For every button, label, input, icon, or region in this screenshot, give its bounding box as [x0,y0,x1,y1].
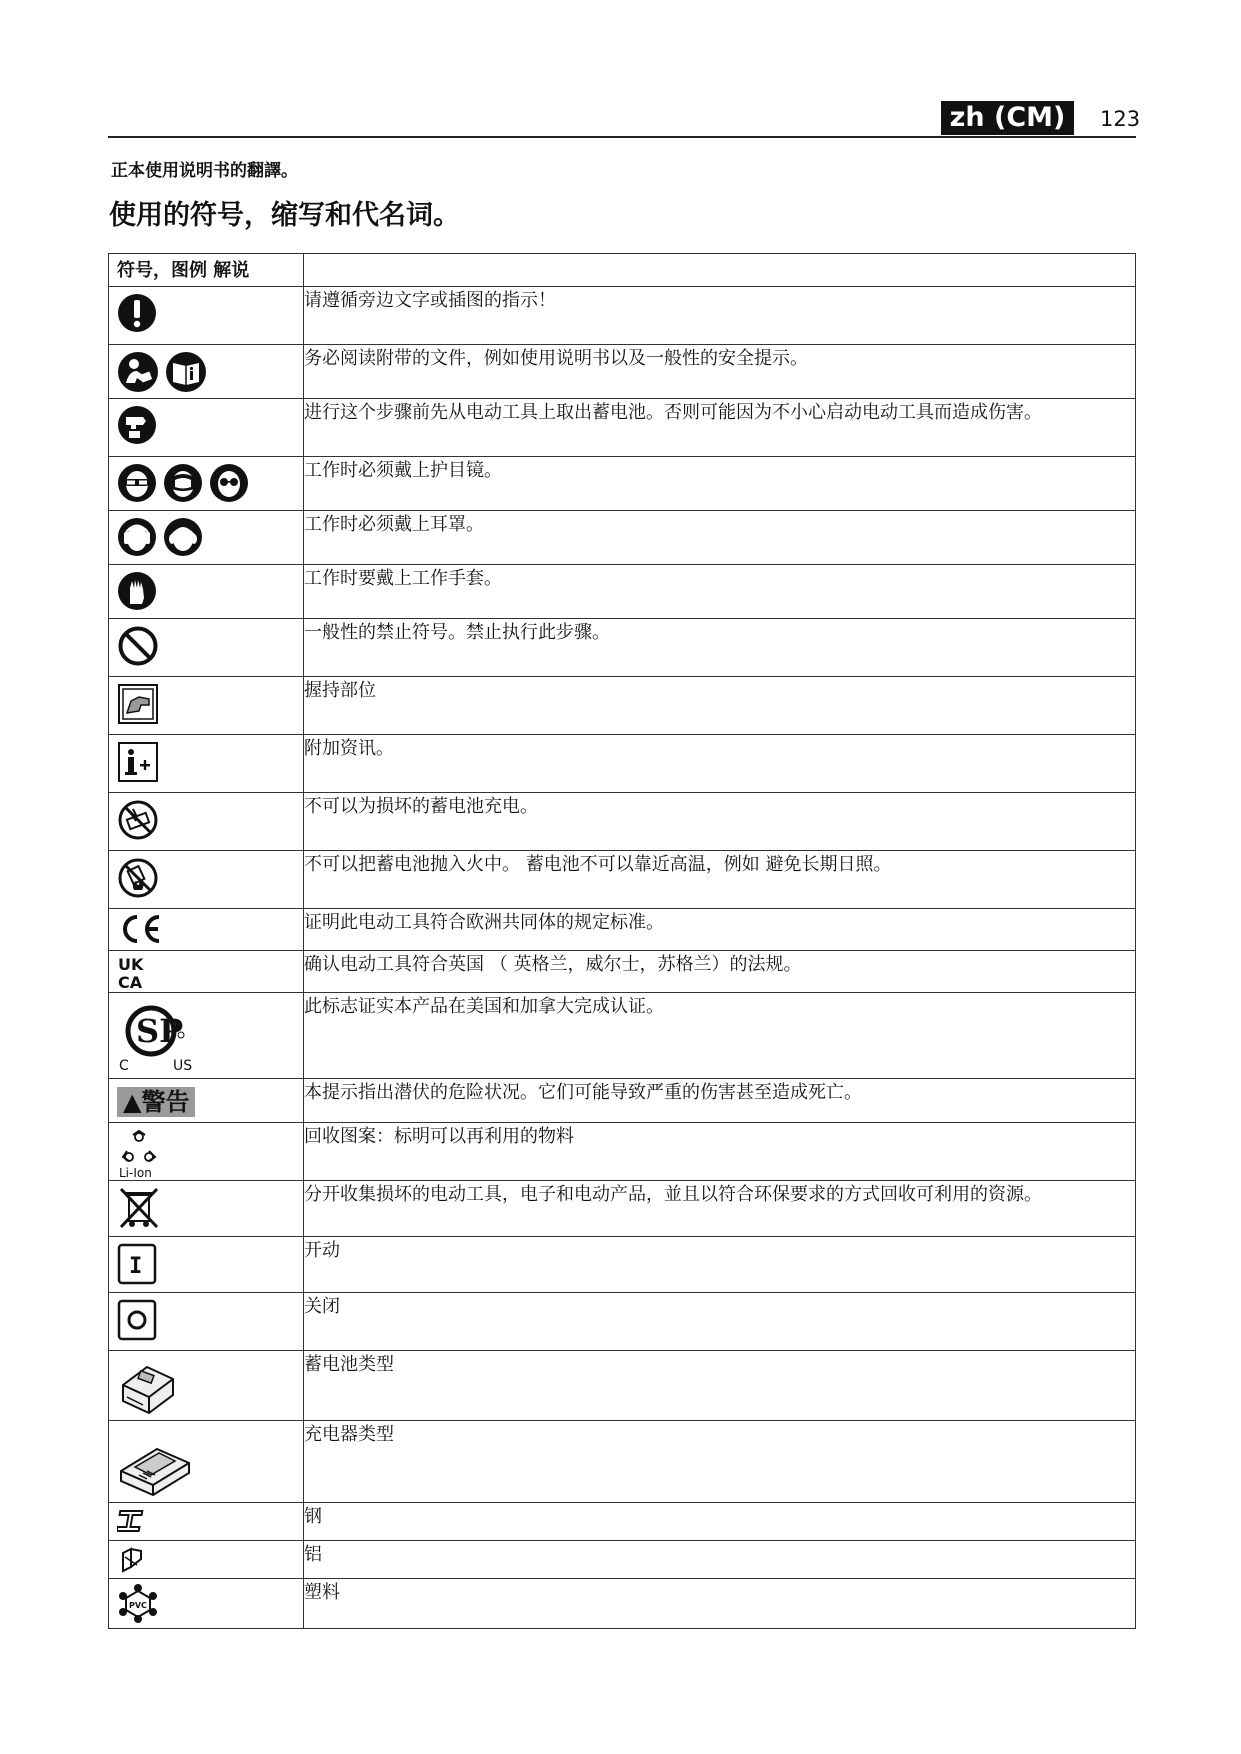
power-off-icon [117,1299,157,1341]
remove-battery-icon [117,405,157,445]
power-on-icon [117,1243,157,1285]
table-row [109,1579,1136,1629]
plastic-pvc-icon [117,1583,159,1623]
row-text: 附加资讯。 [304,735,1136,793]
grip-area-icon [117,683,159,725]
glasses-icon [209,463,249,503]
row-text: 蓄电池类型 [304,1351,1136,1421]
read-manual-icon [117,351,159,393]
warning-label-icon: ▲警告 [117,1087,195,1117]
table-row [109,287,1136,345]
table-row [109,851,1136,909]
csa-mark-icon [117,997,203,1073]
svg-text:US: US [173,1058,193,1073]
table-row [109,511,1136,565]
row-text: 工作时必须戴上护目镜。 [304,457,1136,511]
table-col-header-empty [304,254,1136,287]
table-header-row [109,254,1136,287]
svg-text:Li-Ion: Li-Ion [119,1166,152,1179]
table-row [109,345,1136,399]
table-row [109,1421,1136,1503]
table-row [109,735,1136,793]
table-row [109,677,1136,735]
aluminium-icon [117,1545,147,1573]
row-text: 开动 [304,1237,1136,1293]
table-row [109,1293,1136,1351]
row-text: 工作时要戴上工作手套。 [304,565,1136,619]
gloves-icon [117,571,157,611]
table-row [109,399,1136,457]
table-row [109,565,1136,619]
goggles-icon [117,463,157,503]
row-text: 回收图案：标明可以再利用的物料 [304,1123,1136,1181]
table-row [109,993,1136,1079]
ear-protection-icon [117,517,157,557]
row-text: 不可以为损坏的蓄电池充电。 [304,793,1136,851]
row-text: 铝 [304,1541,1136,1579]
ear-muffs-icon [163,517,203,557]
no-fire-icon [117,857,159,899]
row-text: 充电器类型 [304,1421,1136,1503]
row-text: 握持部位 [304,677,1136,735]
svg-text:UK: UK [118,955,144,974]
row-text: 一般性的禁止符号。禁止执行此步骤。 [304,619,1136,677]
table-row [109,619,1136,677]
table-row [109,909,1136,951]
page-title: 使用的符号，缩写和代名词。 [109,200,460,231]
svg-text:SP: SP [136,1012,184,1050]
table-row [109,1541,1136,1579]
row-text: 此标志证实本产品在美国和加拿大完成认证。 [304,993,1136,1079]
row-text: 分开收集损坏的电动工具，电子和电动产品，並且以符合环保要求的方式回收可利用的资源。 [304,1181,1136,1237]
table-row [109,951,1136,993]
row-text: 证明此电动工具符合欧洲共同体的规定标准。 [304,909,1136,951]
no-charge-damaged-icon [117,799,159,841]
language-badge: zh (CM) [941,101,1074,135]
steel-icon [117,1507,147,1535]
additional-info-icon [117,741,159,783]
row-text: 请遵循旁边文字或插图的指示！ [304,287,1136,345]
row-text: 务必阅读附带的文件，例如使用说明书以及一般性的安全提示。 [304,345,1136,399]
row-text: 本提示指出潜伏的危险状况。它们可能导致严重的伤害甚至造成死亡。 [304,1079,1136,1123]
svg-text:CA: CA [118,973,143,990]
weee-bin-icon [117,1185,161,1231]
info-book-icon [165,351,207,393]
face-shield-icon [163,463,203,503]
li-ion-recycle-icon [117,1127,163,1179]
table-row [109,1503,1136,1541]
table-row [109,793,1136,851]
ce-mark-icon [117,913,163,945]
charger-type-icon [117,1427,193,1499]
header-rule [108,136,1136,138]
prohibition-icon [117,625,159,667]
battery-type-icon [117,1357,179,1419]
row-text: 确认电动工具符合英国 （ 英格兰，威尔士，苏格兰）的法规。 [304,951,1136,993]
ukca-mark-icon [117,954,153,990]
row-text: 钢 [304,1503,1136,1541]
row-text: 塑料 [304,1579,1136,1629]
exclamation-icon [117,293,157,333]
translation-note: 正本使用说明书的翻譯。 [111,161,298,181]
row-text: 不可以把蓄电池抛入火中。 蓄电池不可以靠近高温，例如 避免长期日照。 [304,851,1136,909]
table-row [109,1181,1136,1237]
symbols-table [108,253,1136,1629]
svg-text:C: C [119,1058,129,1073]
table-row [109,1351,1136,1421]
table-col-header: 符号，图例 解说 [109,254,304,287]
row-text: 进行这个步骤前先从电动工具上取出蓄电池。否则可能因为不小心启动电动工具而造成伤害。 [304,399,1136,457]
table-row [109,1123,1136,1181]
table-row [109,1079,1136,1123]
table-row [109,1237,1136,1293]
table-row [109,457,1136,511]
svg-text:I: I [129,1254,143,1279]
row-text: 关闭 [304,1293,1136,1351]
page-number: 123 [1100,107,1141,131]
row-text: 工作时必须戴上耳罩。 [304,511,1136,565]
svg-text:PVC: PVC [129,1601,147,1610]
